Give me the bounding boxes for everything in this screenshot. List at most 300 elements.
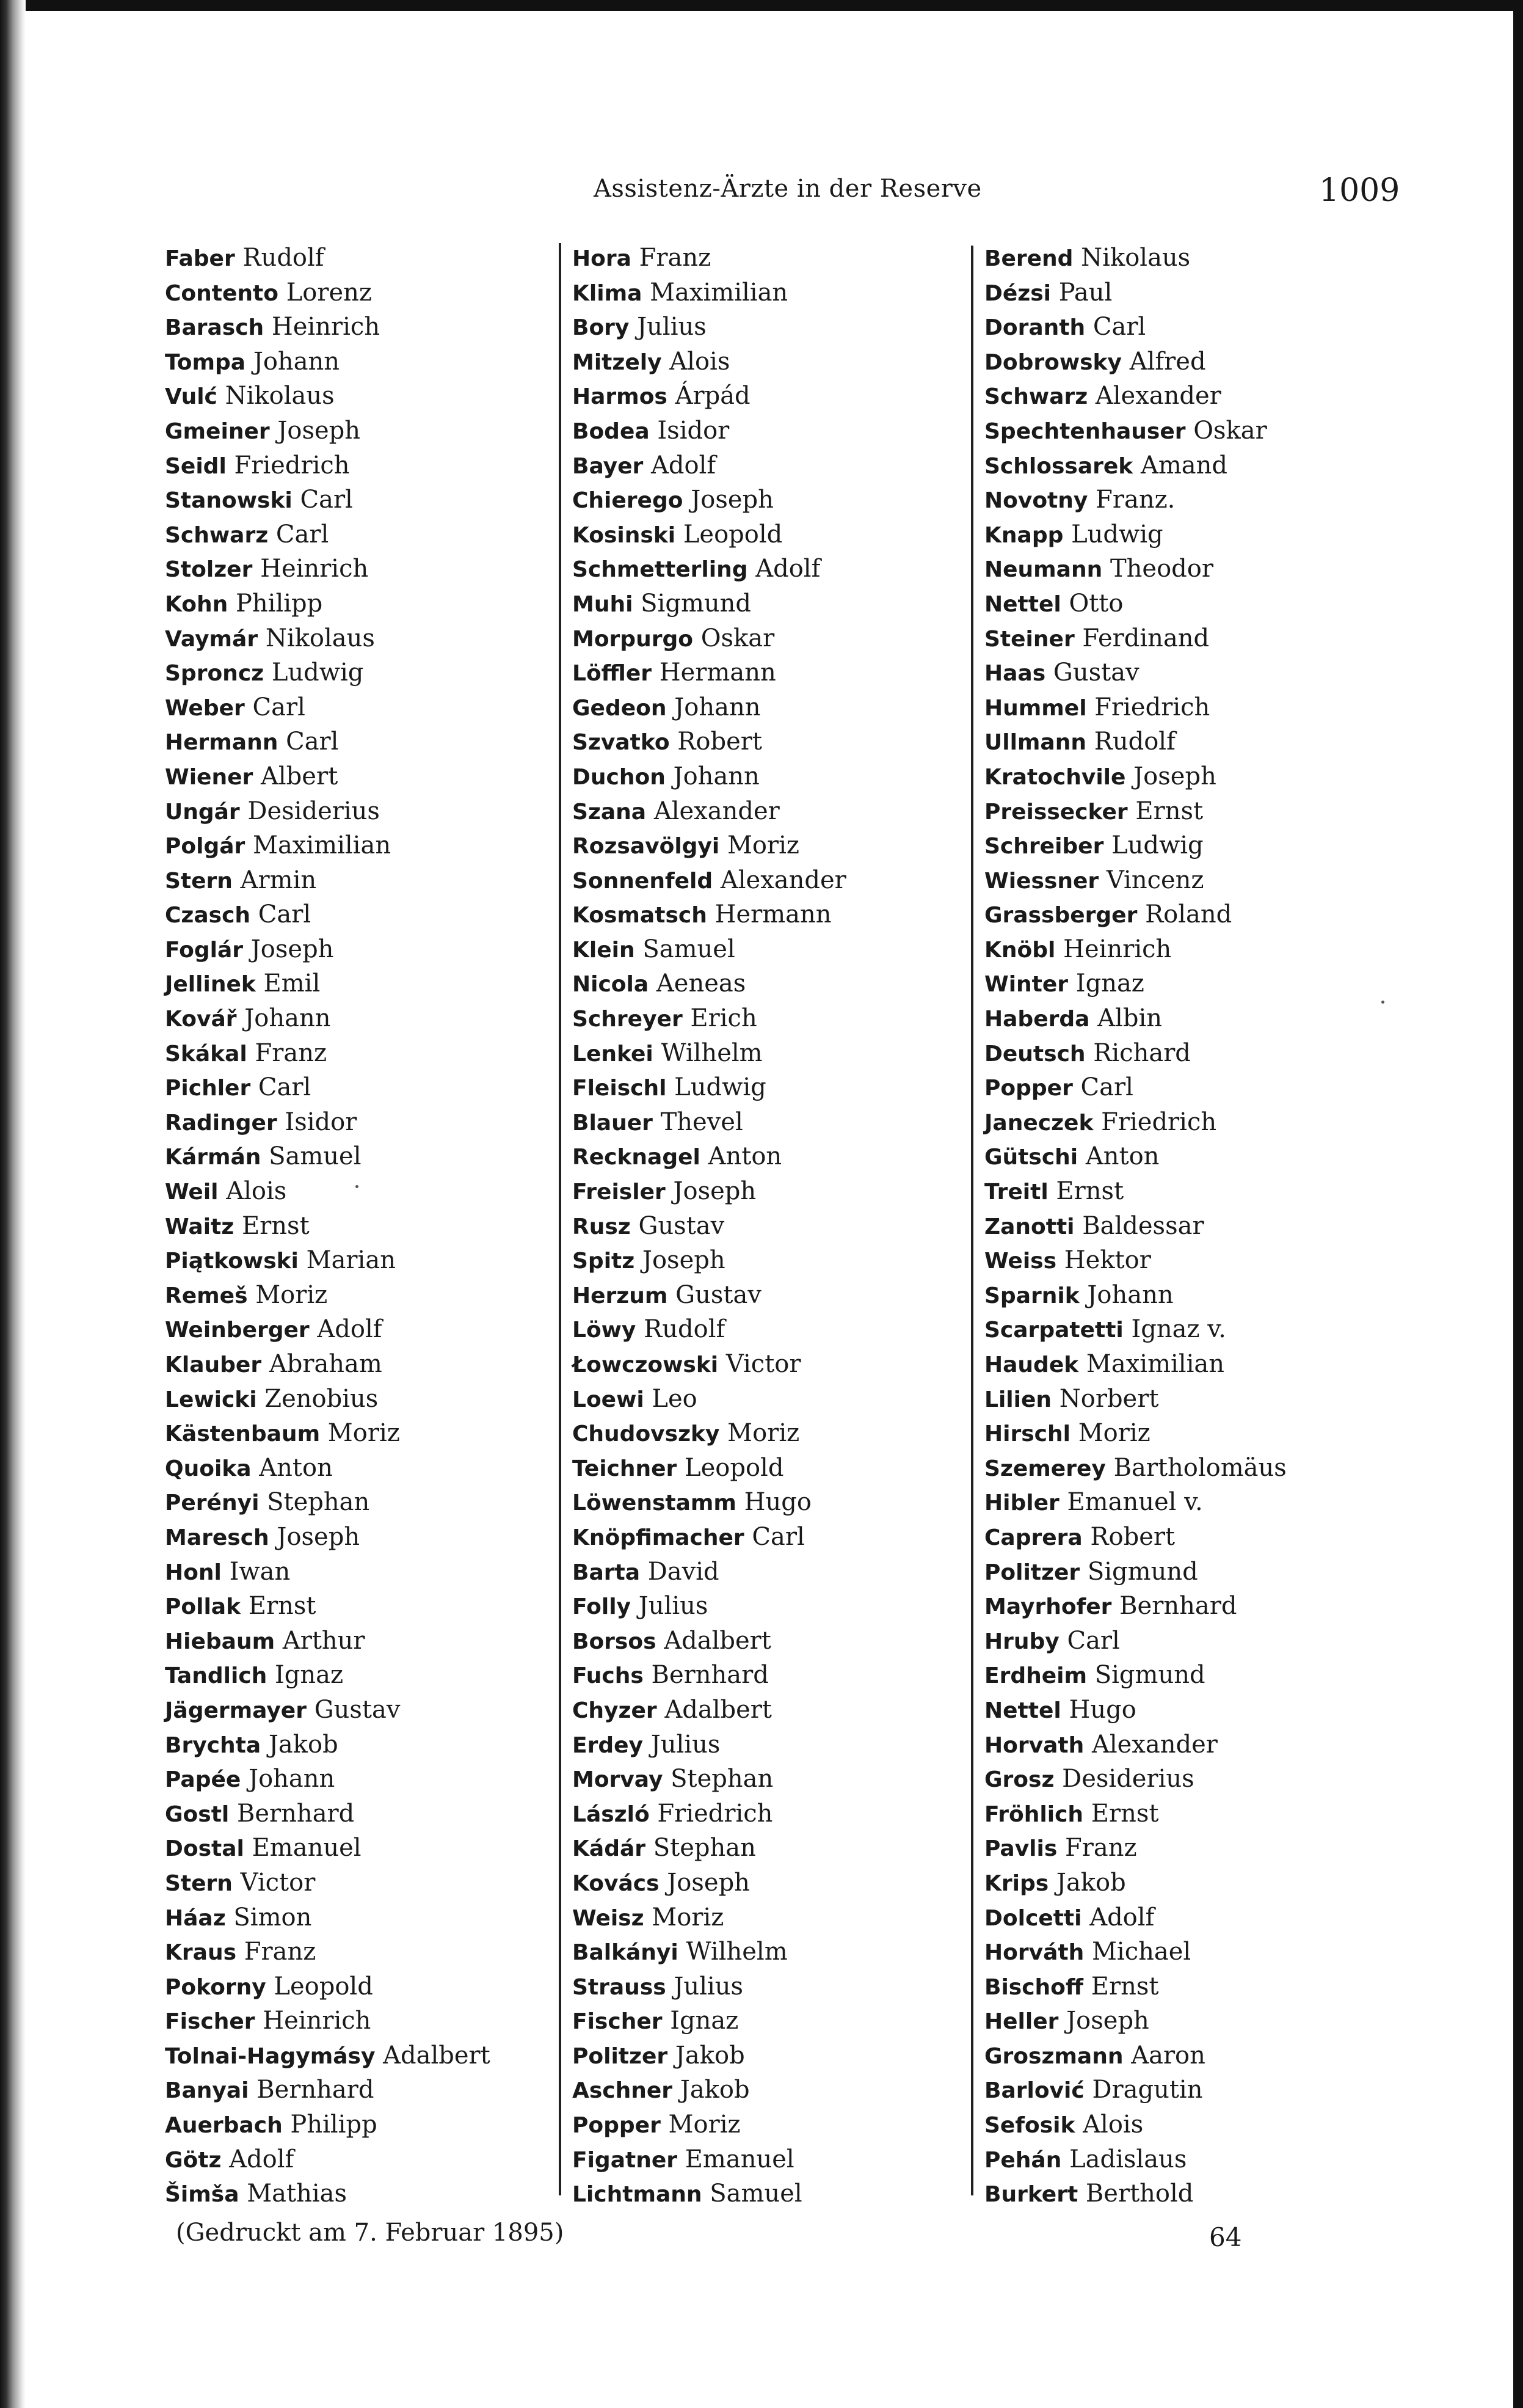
- name-entry: [165, 1728, 543, 1762]
- first-name: Johann: [674, 693, 761, 721]
- scan-border-left: [0, 0, 26, 2408]
- name-entry: [572, 794, 987, 829]
- last-name: Morpurgo: [572, 626, 693, 652]
- first-name: Sigmund: [1094, 1661, 1205, 1690]
- last-name: Quoika: [165, 1456, 252, 1481]
- first-name: Emanuel v.: [1067, 1488, 1203, 1517]
- last-name: Bodea: [572, 418, 650, 444]
- last-name: Łowczowski: [572, 1352, 719, 1377]
- first-name: Friedrich: [657, 1799, 773, 1828]
- name-entry: [572, 1969, 987, 2004]
- first-name: Joseph: [667, 1868, 750, 1897]
- name-entry: [572, 1070, 987, 1105]
- name-entry: [165, 655, 543, 690]
- last-name: Strauss: [572, 1974, 666, 2000]
- last-name: Haas: [984, 661, 1046, 687]
- last-name: Kästenbaum: [165, 1421, 321, 1447]
- name-entry: [165, 2038, 543, 2073]
- last-name: Fuchs: [572, 1663, 644, 1689]
- first-name: Gustav: [675, 1280, 762, 1309]
- last-name: Stolzer: [165, 557, 253, 583]
- last-name: Stern: [165, 868, 233, 894]
- name-entry: [984, 724, 1412, 759]
- last-name: Schreyer: [572, 1007, 683, 1032]
- name-entry: [572, 1762, 987, 1797]
- scan-border-right: [1513, 0, 1523, 2408]
- first-name: Samuel: [710, 2180, 802, 2208]
- document-page: [26, 11, 1513, 2408]
- last-name: Aschner: [572, 2078, 673, 2104]
- first-name: Bernhard: [651, 1661, 769, 1690]
- first-name: Franz: [1065, 1834, 1137, 1863]
- first-name: Berthold: [1085, 2180, 1194, 2208]
- name-entry: [984, 1312, 1412, 1347]
- last-name: Janeczek: [984, 1110, 1094, 1136]
- first-name: Bartholomäus: [1113, 1453, 1287, 1482]
- name-entry: [572, 2107, 987, 2142]
- name-entry: [572, 1174, 987, 1209]
- first-name: Iwan: [229, 1557, 291, 1586]
- name-entry: [984, 2176, 1412, 2211]
- first-name: Nikolaus: [1081, 244, 1191, 272]
- last-name: Doranth: [984, 315, 1086, 341]
- first-name: Moriz: [727, 1419, 800, 1448]
- first-name: Rudolf: [242, 244, 324, 272]
- first-name: Anton: [708, 1142, 782, 1171]
- last-name: Bory: [572, 315, 630, 341]
- last-name: Klauber: [165, 1352, 262, 1377]
- last-name: Hummel: [984, 695, 1087, 721]
- name-entry: [984, 2142, 1412, 2177]
- name-entry: [572, 2004, 987, 2038]
- first-name: Mathias: [247, 2180, 347, 2208]
- last-name: Pokorny: [165, 1974, 266, 2000]
- first-name: Richard: [1093, 1038, 1191, 1067]
- first-name: Stephan: [671, 1765, 774, 1793]
- first-name: Hugo: [1069, 1695, 1136, 1724]
- last-name: Blauer: [572, 1110, 653, 1136]
- last-name: Hiebaum: [165, 1629, 275, 1654]
- last-name: Klein: [572, 937, 635, 963]
- last-name: Kármán: [165, 1145, 261, 1170]
- first-name: Sigmund: [641, 589, 751, 618]
- first-name: Ernst: [1091, 1972, 1159, 2001]
- first-name: Jakob: [268, 1730, 338, 1759]
- name-entry: [984, 1831, 1412, 1866]
- last-name: Vulć: [165, 384, 217, 410]
- last-name: Foglár: [165, 937, 244, 963]
- first-name: Hugo: [744, 1488, 812, 1517]
- first-name: Joseph: [1133, 762, 1216, 790]
- last-name: Spitz: [572, 1249, 635, 1274]
- first-name: Victor: [725, 1350, 801, 1378]
- name-entry: [165, 1347, 543, 1382]
- name-entry: [165, 414, 543, 448]
- last-name: Erdheim: [984, 1663, 1088, 1689]
- last-name: Barta: [572, 1560, 640, 1585]
- first-name: Julius: [674, 1972, 744, 2001]
- first-name: Adolf: [317, 1315, 382, 1344]
- first-name: Adolf: [1089, 1903, 1155, 1932]
- first-name: Franz: [639, 244, 711, 272]
- last-name: Nettel: [984, 591, 1061, 617]
- last-name: Perényi: [165, 1490, 260, 1516]
- name-entry: [572, 552, 987, 586]
- last-name: Lewicki: [165, 1387, 257, 1412]
- last-name: Weil: [165, 1180, 219, 1205]
- name-entry: [984, 1900, 1412, 1935]
- name-entry: [984, 1278, 1412, 1313]
- name-entry: [165, 448, 543, 483]
- first-name: Desiderius: [247, 797, 380, 825]
- first-name: Hermann: [714, 900, 832, 929]
- name-entry: [984, 690, 1412, 725]
- first-name: Julius: [638, 1592, 708, 1621]
- last-name: Kraus: [165, 1940, 236, 1966]
- first-name: Sigmund: [1087, 1557, 1198, 1586]
- last-name: Dolcetti: [984, 1905, 1082, 1931]
- last-name: Dobrowsky: [984, 349, 1122, 375]
- name-entry: [984, 414, 1412, 448]
- first-name: Wilhelm: [686, 1938, 788, 1966]
- name-entry: [165, 483, 543, 517]
- last-name: Steiner: [984, 626, 1075, 652]
- last-name: Szvatko: [572, 730, 670, 756]
- name-entry: [165, 1520, 543, 1555]
- name-entry: [572, 1520, 987, 1555]
- first-name: Carl: [258, 1073, 311, 1102]
- first-name: Maximilian: [253, 831, 391, 860]
- name-entry: [165, 1658, 543, 1693]
- first-name: Ernst: [1056, 1177, 1124, 1206]
- last-name: Recknagel: [572, 1145, 700, 1170]
- name-entry: [572, 863, 987, 898]
- last-name: Dézsi: [984, 280, 1052, 306]
- first-name: Maximilian: [650, 278, 788, 307]
- name-entry: [165, 1451, 543, 1486]
- last-name: Scarpatetti: [984, 1318, 1124, 1343]
- last-name: Löwy: [572, 1318, 636, 1343]
- name-entry: [165, 2004, 543, 2038]
- first-name: Baldessar: [1082, 1211, 1204, 1240]
- last-name: Waitz: [165, 1214, 234, 1239]
- last-name: Mayrhofer: [984, 1594, 1112, 1620]
- first-name: Ignaz: [670, 2007, 739, 2035]
- name-entry: [165, 1866, 543, 1900]
- last-name: Sparnik: [984, 1283, 1080, 1308]
- first-name: Ladislaus: [1069, 2145, 1187, 2173]
- last-name: Wiessner: [984, 868, 1099, 894]
- first-name: Moriz: [255, 1280, 328, 1309]
- name-entry: [165, 1797, 543, 1831]
- last-name: Schwarz: [984, 384, 1088, 410]
- name-entry: [165, 1036, 543, 1071]
- name-entry: [572, 345, 987, 379]
- name-entry: [165, 1831, 543, 1866]
- last-name: Borsos: [572, 1629, 656, 1654]
- first-name: Johann: [1087, 1280, 1174, 1309]
- last-name: Lichtmann: [572, 2182, 702, 2208]
- last-name: Knapp: [984, 522, 1064, 548]
- last-name: Szana: [572, 799, 647, 825]
- first-name: Stephan: [267, 1488, 370, 1517]
- last-name: Treitl: [984, 1180, 1049, 1205]
- first-name: Joseph: [277, 416, 361, 445]
- page-number: 1009: [1319, 172, 1400, 209]
- last-name: Knöbl: [984, 937, 1056, 963]
- last-name: Klima: [572, 280, 642, 306]
- first-name: Michael: [1091, 1938, 1191, 1966]
- last-name: Gütschi: [984, 1145, 1078, 1170]
- first-name: Moriz: [327, 1419, 400, 1448]
- name-entry: [572, 724, 987, 759]
- first-name: Paul: [1058, 278, 1113, 307]
- first-name: Jakob: [1056, 1868, 1126, 1897]
- name-entry: [572, 2176, 987, 2211]
- first-name: Ignaz v.: [1131, 1315, 1226, 1344]
- first-name: Alois: [1083, 2111, 1144, 2139]
- last-name: Grassberger: [984, 903, 1138, 929]
- name-entry: [165, 1209, 543, 1244]
- name-entry: [165, 724, 543, 759]
- name-entry: [984, 552, 1412, 586]
- last-name: Barasch: [165, 315, 264, 341]
- last-name: Stern: [165, 1870, 233, 1896]
- name-entry: [572, 2073, 987, 2107]
- name-entry: [984, 932, 1412, 967]
- first-name: Joseph: [673, 1177, 757, 1206]
- first-name: Alexander: [720, 866, 846, 894]
- name-entry: [572, 1555, 987, 1589]
- last-name: Sefosik: [984, 2113, 1075, 2139]
- first-name: Adalbert: [383, 2041, 490, 2070]
- last-name: Brychta: [165, 1732, 261, 1758]
- last-name: Popper: [572, 2113, 661, 2139]
- first-name: David: [647, 1557, 719, 1586]
- name-entry: [165, 690, 543, 725]
- first-name: Nikolaus: [225, 382, 335, 410]
- first-name: Albin: [1097, 1004, 1162, 1033]
- last-name: Nicola: [572, 972, 649, 998]
- first-name: Gustav: [1053, 659, 1140, 687]
- name-entry: [572, 932, 987, 967]
- name-entry: [572, 241, 987, 275]
- name-entry: [984, 1209, 1412, 1244]
- last-name: Zanotti: [984, 1214, 1075, 1239]
- name-entry: [165, 2107, 543, 2142]
- last-name: Fischer: [165, 2009, 255, 2035]
- name-entry: [165, 1935, 543, 1969]
- first-name: Adalbert: [664, 1626, 771, 1655]
- name-entry: [165, 1589, 543, 1624]
- first-name: Ernst: [248, 1592, 316, 1621]
- name-entry: [984, 1589, 1412, 1624]
- last-name: Herzum: [572, 1283, 668, 1308]
- first-name: Carl: [258, 900, 311, 929]
- name-entry: [165, 759, 543, 794]
- name-entry: [572, 2142, 987, 2177]
- name-entry: [984, 1001, 1412, 1036]
- name-entry: [984, 1416, 1412, 1451]
- first-name: Amand: [1140, 451, 1227, 480]
- name-entry: [572, 1209, 987, 1244]
- first-name: Carl: [275, 520, 329, 549]
- name-entry: [572, 1728, 987, 1762]
- name-entry: [165, 828, 543, 863]
- last-name: Papée: [165, 1767, 241, 1793]
- name-entry: [984, 2073, 1412, 2107]
- first-name: Joseph: [277, 1522, 360, 1551]
- last-name: Sonnenfeld: [572, 868, 713, 894]
- name-entry: [572, 1485, 987, 1520]
- name-entry: [572, 1900, 987, 1935]
- last-name: Tolnai-Hagymásy: [165, 2043, 376, 2069]
- last-name: Haudek: [984, 1352, 1079, 1377]
- first-name: Franz: [255, 1038, 327, 1067]
- name-entry: [984, 517, 1412, 552]
- last-name: Bischoff: [984, 1974, 1084, 2000]
- first-name: Aaron: [1131, 2041, 1205, 2070]
- name-entry: [165, 863, 543, 898]
- first-name: Carl: [286, 728, 339, 756]
- first-name: Aeneas: [656, 969, 746, 998]
- last-name: Lenkei: [572, 1041, 653, 1067]
- first-name: Maximilian: [1086, 1350, 1224, 1378]
- first-name: Carl: [1092, 313, 1146, 341]
- last-name: Erdey: [572, 1732, 643, 1758]
- first-name: Erich: [690, 1004, 757, 1033]
- name-entry: [984, 1382, 1412, 1417]
- name-entry: [984, 275, 1412, 310]
- first-name: Heinrich: [263, 2007, 371, 2035]
- first-name: Jakob: [680, 2076, 750, 2104]
- last-name: Contento: [165, 280, 278, 306]
- sheet-number: 64: [1209, 2222, 1242, 2252]
- last-name: Fröhlich: [984, 1801, 1084, 1827]
- name-entry: [572, 1001, 987, 1036]
- first-name: Armin: [240, 866, 317, 894]
- last-name: Horvath: [984, 1732, 1085, 1758]
- name-entry: [572, 1624, 987, 1658]
- last-name: Berend: [984, 246, 1074, 271]
- first-name: Bernhard: [236, 1799, 355, 1828]
- name-entry: [984, 1036, 1412, 1071]
- last-name: Sproncz: [165, 661, 264, 687]
- first-name: Emanuel: [685, 2145, 794, 2173]
- first-name: Philipp: [235, 589, 323, 618]
- last-name: Chyzer: [572, 1698, 657, 1723]
- last-name: Pollak: [165, 1594, 241, 1620]
- last-name: Piątkowski: [165, 1249, 299, 1274]
- last-name: Groszmann: [984, 2043, 1124, 2069]
- last-name: Dostal: [165, 1836, 244, 1862]
- first-name: Anton: [1085, 1142, 1160, 1171]
- first-name: Joseph: [250, 935, 334, 963]
- first-name: Ernst: [1135, 797, 1204, 825]
- last-name: Barlović: [984, 2078, 1085, 2104]
- name-entry: [572, 1036, 987, 1071]
- first-name: Simon: [233, 1903, 312, 1932]
- name-entry: [984, 1139, 1412, 1174]
- last-name: Lilien: [984, 1387, 1052, 1412]
- last-name: Folly: [572, 1594, 631, 1620]
- name-entry: [984, 1347, 1412, 1382]
- name-entry: [984, 2038, 1412, 2073]
- last-name: Freisler: [572, 1180, 666, 1205]
- last-name: Tompa: [165, 349, 246, 375]
- name-column-3: [984, 241, 1412, 2211]
- first-name: Victor: [240, 1868, 316, 1897]
- last-name: Götz: [165, 2147, 222, 2173]
- last-name: Jägermayer: [165, 1698, 307, 1723]
- first-name: Oskar: [1193, 416, 1267, 445]
- first-name: Julius: [637, 313, 707, 341]
- first-name: Johann: [253, 347, 340, 376]
- first-name: Julius: [650, 1730, 721, 1759]
- last-name: Honl: [165, 1560, 222, 1585]
- name-entry: [165, 932, 543, 967]
- name-entry: [165, 1900, 543, 1935]
- name-entry: [984, 828, 1412, 863]
- name-entry: [984, 1624, 1412, 1658]
- last-name: Hruby: [984, 1629, 1060, 1654]
- name-entry: [984, 1070, 1412, 1105]
- last-name: László: [572, 1801, 650, 1827]
- first-name: Alois: [669, 347, 730, 376]
- name-entry: [165, 1139, 543, 1174]
- last-name: Polgár: [165, 834, 245, 859]
- name-entry: [572, 966, 987, 1001]
- last-name: Wiener: [165, 764, 253, 790]
- name-entry: [572, 690, 987, 725]
- name-entry: [165, 1105, 543, 1140]
- first-name: Samuel: [269, 1142, 362, 1171]
- last-name: Winter: [984, 972, 1069, 998]
- first-name: Otto: [1069, 589, 1124, 618]
- last-name: Hora: [572, 246, 631, 271]
- last-name: Hirschl: [984, 1421, 1070, 1447]
- name-entry: [984, 310, 1412, 345]
- first-name: Carl: [1067, 1626, 1120, 1655]
- last-name: Chierego: [572, 488, 683, 514]
- last-name: Hibler: [984, 1490, 1060, 1516]
- name-entry: [984, 759, 1412, 794]
- first-name: Thevel: [660, 1107, 743, 1136]
- last-name: Remeš: [165, 1283, 248, 1308]
- last-name: Schlossarek: [984, 453, 1133, 479]
- last-name: Jellinek: [165, 972, 256, 998]
- last-name: Balkányi: [572, 1940, 678, 1966]
- last-name: Gostl: [165, 1801, 230, 1827]
- last-name: Pichler: [165, 1076, 251, 1101]
- name-entry: [572, 621, 987, 656]
- last-name: Weiss: [984, 1249, 1057, 1274]
- name-entry: [984, 1485, 1412, 1520]
- last-name: Loewi: [572, 1387, 644, 1412]
- first-name: Isidor: [657, 416, 730, 445]
- first-name: Ignaz: [1075, 969, 1144, 998]
- name-entry: [572, 2038, 987, 2073]
- first-name: Ernst: [241, 1211, 310, 1240]
- last-name: Kosmatsch: [572, 903, 707, 929]
- name-entry: [572, 655, 987, 690]
- name-entry: [165, 897, 543, 932]
- first-name: Johann: [673, 762, 760, 790]
- last-name: Rozsavölgyi: [572, 834, 720, 859]
- name-entry: [165, 517, 543, 552]
- first-name: Gustav: [314, 1695, 401, 1724]
- name-entry: [165, 1969, 543, 2004]
